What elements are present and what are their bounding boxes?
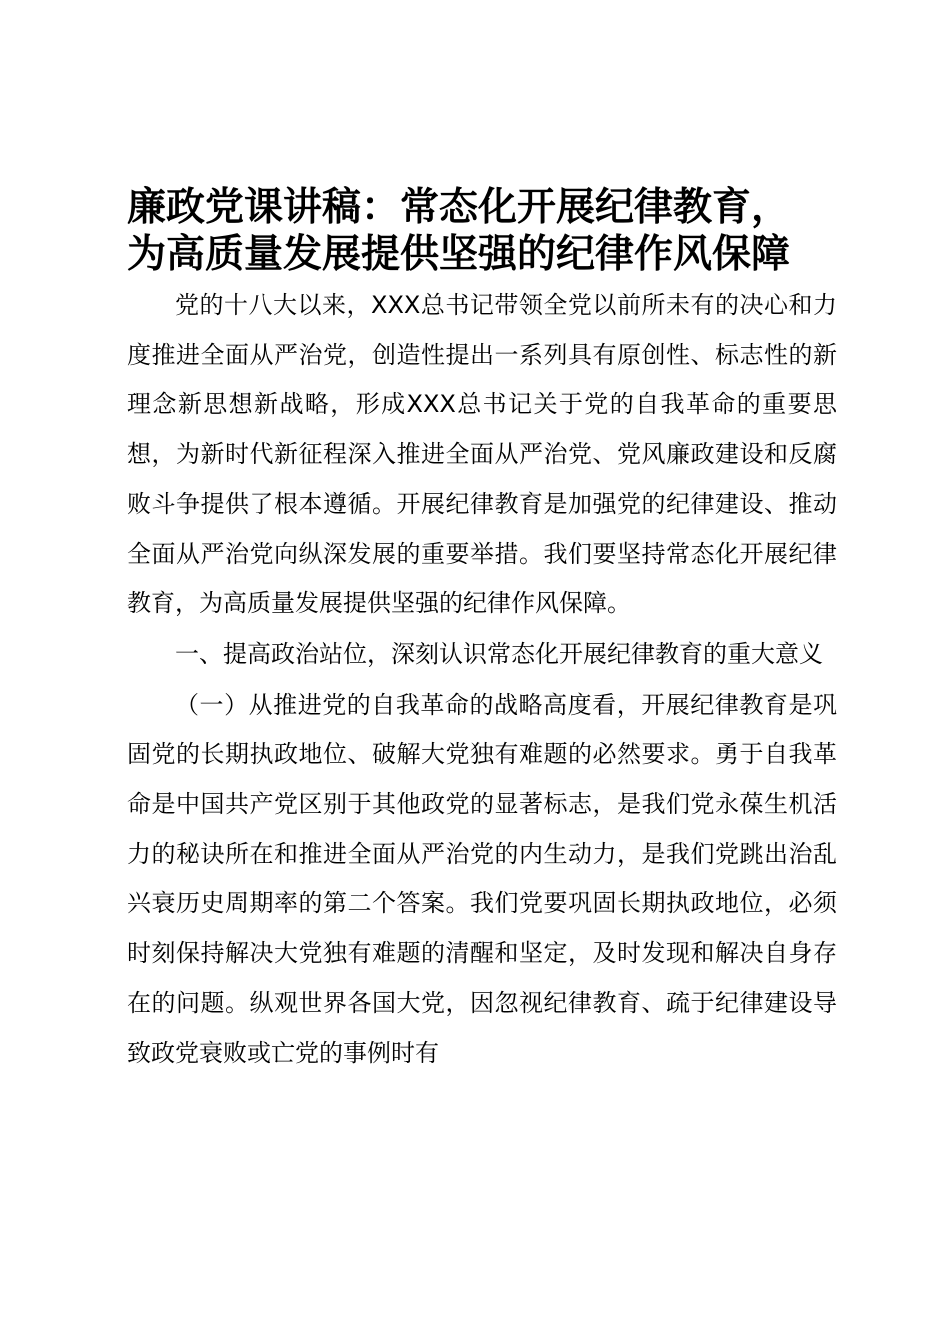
title-line-1: 廉政党课讲稿：常态化开展纪律教育， [127,184,791,230]
subsection-paragraph: （一）从推进党的自我革命的战略高度看，开展纪律教育是巩固党的长期执政地位、破解大党独有难题的必然要求。勇于自我革命是中国共产党区别于其他政党的显著标志，是我们党永葆生机活力的秘诀所在和推进全面从严治党的内生动力，是我们党跳出治乱兴衰历史周期率的第二个答案。我们党要巩固长期执政地位，必须时刻保持解决大党独有难题的清醒和坚定，及时发现和解决自身存在的问题。纵观世界各国大党，因忽视纪律教育、疏于纪律建设导致政党衰败或亡党的事例时有 [127,690,837,1067]
title-line-2: 为高质量发展提供坚强的纪律作风保障 [127,231,791,277]
section-heading: 一、提高政治站位，深刻认识常态化开展纪律教育的重大意义 [175,639,823,668]
document-body [127,281,837,1078]
document-title [127,184,842,278]
intro-paragraph: 党的十八大以来，XXX总书记带领全党以前所未有的决心和力度推进全面从严治党，创造性提出一系列具有原创性、标志性的新理念新思想新战略，形成XXX总书记关于党的自我革命的重要思想，为新时代新征程深入推进全面从严治党、党风廉政建设和反腐败斗争提供了根本遵循。开展纪律教育是加强党的纪律建设、推动全面从严治党向纵深发展的重要举措。我们要坚持常态化开展纪律教育，为高质量发展提供坚强的纪律作风保障。 [127,291,837,618]
